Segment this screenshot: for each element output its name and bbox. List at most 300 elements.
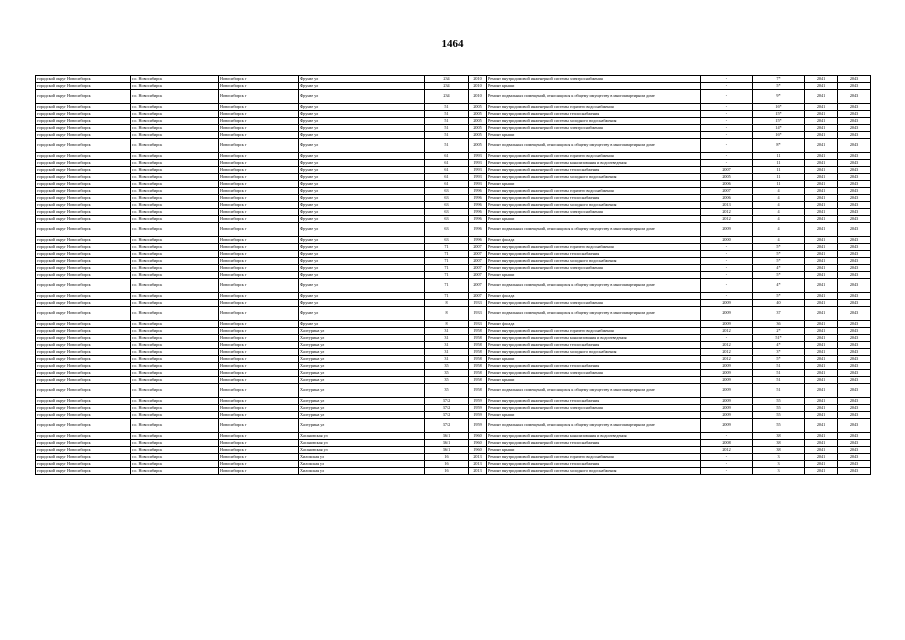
town-cell: Новосибирск г xyxy=(219,132,299,139)
last-repair-year-cell: - xyxy=(701,293,753,300)
town-cell: Новосибирск г xyxy=(219,335,299,342)
period-start-cell: 2041 xyxy=(805,244,838,251)
last-repair-year-cell: - xyxy=(701,132,753,139)
table-row xyxy=(36,363,871,370)
build-year-cell: 2005 xyxy=(469,104,487,111)
wear-cell: 8* xyxy=(753,139,805,153)
municipal-area-cell: городской округ Новосибирск xyxy=(36,461,131,468)
table-row xyxy=(36,118,871,125)
last-repair-year-cell: - xyxy=(701,139,753,153)
table-row xyxy=(36,181,871,188)
town-cell: Новосибирск г xyxy=(219,328,299,335)
settlement-cell: г.о. Новосибирск xyxy=(131,258,219,265)
town-cell: Новосибирск г xyxy=(219,468,299,475)
table-row xyxy=(36,279,871,293)
build-year-cell: 2007 xyxy=(469,272,487,279)
build-year-cell: 2005 xyxy=(469,111,487,118)
work-type-cell: Ремонт внутридомовой инженерной системы холодного водоснабжения xyxy=(487,202,701,209)
house-number-cell: 51 xyxy=(425,139,469,153)
settlement-cell: г.о. Новосибирск xyxy=(131,447,219,454)
period-end-cell: 2043 xyxy=(838,83,871,90)
street-cell: Фрунзе ул xyxy=(299,139,425,153)
settlement-cell: г.о. Новосибирск xyxy=(131,181,219,188)
page-number: 1464 xyxy=(441,38,464,50)
period-end-cell: 2043 xyxy=(838,412,871,419)
street-cell: Халтурина ул xyxy=(299,342,425,349)
municipal-area-cell: городской округ Новосибирск xyxy=(36,195,131,202)
settlement-cell: г.о. Новосибирск xyxy=(131,356,219,363)
work-type-cell: Ремонт внутридомовой инженерной системы холодного водоснабжения xyxy=(487,468,701,475)
municipal-area-cell: городской округ Новосибирск xyxy=(36,279,131,293)
house-number-cell: 31 xyxy=(425,328,469,335)
table-body xyxy=(36,76,871,475)
settlement-cell: г.о. Новосибирск xyxy=(131,307,219,321)
settlement-cell: г.о. Новосибирск xyxy=(131,251,219,258)
town-cell: Новосибирск г xyxy=(219,405,299,412)
town-cell: Новосибирск г xyxy=(219,202,299,209)
street-cell: Фрунзе ул xyxy=(299,90,425,104)
period-end-cell: 2043 xyxy=(838,139,871,153)
wear-cell: 55 xyxy=(753,419,805,433)
wear-cell: 11 xyxy=(753,167,805,174)
settlement-cell: г.о. Новосибирск xyxy=(131,90,219,104)
table-row xyxy=(36,104,871,111)
municipal-area-cell: городской округ Новосибирск xyxy=(36,272,131,279)
municipal-area-cell: городской округ Новосибирск xyxy=(36,167,131,174)
period-start-cell: 2041 xyxy=(805,167,838,174)
period-start-cell: 2041 xyxy=(805,356,838,363)
municipal-area-cell: городской округ Новосибирск xyxy=(36,188,131,195)
last-repair-year-cell: 2013 xyxy=(701,202,753,209)
work-type-cell: Ремонт внутридомовой инженерной системы горячего водоснабжения xyxy=(487,188,701,195)
wear-cell: 15* xyxy=(753,118,805,125)
work-type-cell: Ремонт внутридомовой инженерной системы горячего водоснабжения xyxy=(487,153,701,160)
town-cell: Новосибирск г xyxy=(219,384,299,398)
town-cell: Новосибирск г xyxy=(219,265,299,272)
work-type-cell: Ремонт внутридомовой инженерной системы теплоснабжения xyxy=(487,195,701,202)
work-type-cell: Ремонт внутридомовой инженерной системы электроснабжения xyxy=(487,300,701,307)
wear-cell: 51 xyxy=(753,370,805,377)
house-number-cell: 8 xyxy=(425,321,469,328)
street-cell: Халтурина ул xyxy=(299,356,425,363)
period-end-cell: 2043 xyxy=(838,251,871,258)
settlement-cell: г.о. Новосибирск xyxy=(131,195,219,202)
work-type-cell: Ремонт крыши xyxy=(487,181,701,188)
work-type-cell: Ремонт внутридомовой инженерной системы электроснабжения xyxy=(487,405,701,412)
period-end-cell: 2043 xyxy=(838,132,871,139)
municipal-area-cell: городской округ Новосибирск xyxy=(36,412,131,419)
table-row xyxy=(36,440,871,447)
house-number-cell: 61 xyxy=(425,153,469,160)
table-row xyxy=(36,307,871,321)
table-row xyxy=(36,90,871,104)
town-cell: Новосибирск г xyxy=(219,139,299,153)
build-year-cell: 1996 xyxy=(469,202,487,209)
municipal-area-cell: городской округ Новосибирск xyxy=(36,377,131,384)
period-start-cell: 2041 xyxy=(805,153,838,160)
street-cell: Хасановская ул xyxy=(299,433,425,440)
municipal-area-cell: городской округ Новосибирск xyxy=(36,349,131,356)
house-number-cell: 16 xyxy=(425,461,469,468)
period-end-cell: 2043 xyxy=(838,167,871,174)
table-row xyxy=(36,125,871,132)
municipal-area-cell: городской округ Новосибирск xyxy=(36,83,131,90)
last-repair-year-cell: 2009 xyxy=(701,300,753,307)
street-cell: Фрунзе ул xyxy=(299,209,425,216)
work-type-cell: Ремонт фасада xyxy=(487,293,701,300)
last-repair-year-cell: - xyxy=(701,125,753,132)
town-cell: Новосибирск г xyxy=(219,279,299,293)
wear-cell: 3* xyxy=(753,349,805,356)
period-end-cell: 2043 xyxy=(838,118,871,125)
build-year-cell: 2005 xyxy=(469,132,487,139)
build-year-cell: 2010 xyxy=(469,76,487,83)
work-type-cell: Ремонт внутридомовой инженерной системы холодного водоснабжения xyxy=(487,118,701,125)
municipal-area-cell: городской округ Новосибирск xyxy=(36,265,131,272)
table-row xyxy=(36,321,871,328)
street-cell: Халтурина ул xyxy=(299,328,425,335)
wear-cell: 2* xyxy=(753,328,805,335)
period-end-cell: 2043 xyxy=(838,174,871,181)
period-end-cell: 2043 xyxy=(838,370,871,377)
period-start-cell: 2041 xyxy=(805,111,838,118)
table-row xyxy=(36,370,871,377)
period-start-cell: 2041 xyxy=(805,118,838,125)
table-row xyxy=(36,167,871,174)
house-number-cell: 61 xyxy=(425,167,469,174)
build-year-cell: 1960 xyxy=(469,440,487,447)
table-row xyxy=(36,447,871,454)
table-row xyxy=(36,153,871,160)
table-row xyxy=(36,188,871,195)
table-row xyxy=(36,244,871,251)
wear-cell: 4* xyxy=(753,342,805,349)
table-row xyxy=(36,76,871,83)
work-type-cell: Ремонт внутридомовой инженерной системы канализования и водоотведения xyxy=(487,433,701,440)
town-cell: Новосибирск г xyxy=(219,440,299,447)
street-cell: Фрунзе ул xyxy=(299,111,425,118)
wear-cell: 11 xyxy=(753,181,805,188)
settlement-cell: г.о. Новосибирск xyxy=(131,174,219,181)
work-type-cell: Ремонт внутридомовой инженерной системы теплоснабжения xyxy=(487,440,701,447)
last-repair-year-cell: 2012 xyxy=(701,349,753,356)
last-repair-year-cell: 2009 xyxy=(701,321,753,328)
work-type-cell: Ремонт внутридомовой инженерной системы теплоснабжения xyxy=(487,342,701,349)
table-row xyxy=(36,209,871,216)
municipal-area-cell: городской округ Новосибирск xyxy=(36,118,131,125)
period-start-cell: 2041 xyxy=(805,447,838,454)
house-number-cell: 31 xyxy=(425,342,469,349)
period-start-cell: 2041 xyxy=(805,335,838,342)
period-start-cell: 2041 xyxy=(805,174,838,181)
last-repair-year-cell: - xyxy=(701,160,753,167)
house-number-cell: 63 xyxy=(425,195,469,202)
town-cell: Новосибирск г xyxy=(219,293,299,300)
wear-cell: 51 xyxy=(753,384,805,398)
house-number-cell: 37/2 xyxy=(425,419,469,433)
last-repair-year-cell: - xyxy=(701,244,753,251)
town-cell: Новосибирск г xyxy=(219,125,299,132)
town-cell: Новосибирск г xyxy=(219,188,299,195)
period-end-cell: 2043 xyxy=(838,468,871,475)
period-start-cell: 2041 xyxy=(805,433,838,440)
wear-cell: 4 xyxy=(753,202,805,209)
settlement-cell: г.о. Новосибирск xyxy=(131,272,219,279)
last-repair-year-cell: 2000 xyxy=(701,237,753,244)
municipal-area-cell: городской округ Новосибирск xyxy=(36,202,131,209)
period-start-cell: 2041 xyxy=(805,209,838,216)
street-cell: Фрунзе ул xyxy=(299,174,425,181)
house-number-cell: 16 xyxy=(425,468,469,475)
table-row xyxy=(36,412,871,419)
street-cell: Фрунзе ул xyxy=(299,244,425,251)
build-year-cell: 2007 xyxy=(469,293,487,300)
build-year-cell: 2005 xyxy=(469,125,487,132)
town-cell: Новосибирск г xyxy=(219,160,299,167)
work-type-cell: Ремонт внутридомовой инженерной системы горячего водоснабжения xyxy=(487,454,701,461)
last-repair-year-cell: 2009 xyxy=(701,363,753,370)
settlement-cell: г.о. Новосибирск xyxy=(131,335,219,342)
town-cell: Новосибирск г xyxy=(219,167,299,174)
street-cell: Фрунзе ул xyxy=(299,153,425,160)
street-cell: Фрунзе ул xyxy=(299,104,425,111)
wear-cell: 51 xyxy=(753,363,805,370)
last-repair-year-cell: - xyxy=(701,433,753,440)
wear-cell: 5* xyxy=(753,356,805,363)
table-row xyxy=(36,202,871,209)
period-start-cell: 2041 xyxy=(805,125,838,132)
build-year-cell: 1960 xyxy=(469,447,487,454)
table-row xyxy=(36,384,871,398)
period-end-cell: 2043 xyxy=(838,293,871,300)
last-repair-year-cell: 2012 xyxy=(701,216,753,223)
period-end-cell: 2043 xyxy=(838,398,871,405)
period-end-cell: 2043 xyxy=(838,342,871,349)
settlement-cell: г.о. Новосибирск xyxy=(131,237,219,244)
street-cell: Хилокская ул xyxy=(299,454,425,461)
period-end-cell: 2043 xyxy=(838,335,871,342)
wear-cell: 11 xyxy=(753,160,805,167)
municipal-area-cell: городской округ Новосибирск xyxy=(36,321,131,328)
settlement-cell: г.о. Новосибирск xyxy=(131,300,219,307)
period-end-cell: 2043 xyxy=(838,125,871,132)
build-year-cell: 1958 xyxy=(469,384,487,398)
period-end-cell: 2043 xyxy=(838,258,871,265)
house-number-cell: 61 xyxy=(425,181,469,188)
house-number-cell: 61 xyxy=(425,160,469,167)
house-number-cell: 71 xyxy=(425,279,469,293)
period-end-cell: 2043 xyxy=(838,244,871,251)
period-end-cell: 2043 xyxy=(838,111,871,118)
municipal-area-cell: городской округ Новосибирск xyxy=(36,384,131,398)
build-year-cell: 2005 xyxy=(469,118,487,125)
last-repair-year-cell: 2009 xyxy=(701,419,753,433)
build-year-cell: 1993 xyxy=(469,174,487,181)
town-cell: Новосибирск г xyxy=(219,461,299,468)
work-type-cell: Ремонт внутридомовой инженерной системы теплоснабжения xyxy=(487,398,701,405)
period-start-cell: 2041 xyxy=(805,349,838,356)
wear-cell: 37 xyxy=(753,307,805,321)
table-row xyxy=(36,216,871,223)
period-end-cell: 2043 xyxy=(838,307,871,321)
period-end-cell: 2043 xyxy=(838,405,871,412)
last-repair-year-cell: - xyxy=(701,265,753,272)
table-row xyxy=(36,468,871,475)
period-start-cell: 2041 xyxy=(805,104,838,111)
period-start-cell: 2041 xyxy=(805,419,838,433)
work-type-cell: Ремонт крыши xyxy=(487,132,701,139)
period-end-cell: 2043 xyxy=(838,279,871,293)
wear-cell: 38 xyxy=(753,440,805,447)
municipal-area-cell: городской округ Новосибирск xyxy=(36,132,131,139)
street-cell: Халтурина ул xyxy=(299,398,425,405)
period-start-cell: 2041 xyxy=(805,321,838,328)
town-cell: Новосибирск г xyxy=(219,153,299,160)
build-year-cell: 1996 xyxy=(469,188,487,195)
work-type-cell: Ремонт внутридомовой инженерной системы холодного водоснабжения xyxy=(487,258,701,265)
settlement-cell: г.о. Новосибирск xyxy=(131,223,219,237)
street-cell: Халтурина ул xyxy=(299,335,425,342)
build-year-cell: 2007 xyxy=(469,258,487,265)
period-start-cell: 2041 xyxy=(805,342,838,349)
period-start-cell: 2041 xyxy=(805,195,838,202)
house-number-cell: 63 xyxy=(425,223,469,237)
wear-cell: 11 xyxy=(753,174,805,181)
work-type-cell: Ремонт внутридомовой инженерной системы электроснабжения xyxy=(487,370,701,377)
build-year-cell: 1959 xyxy=(469,412,487,419)
municipal-area-cell: городской округ Новосибирск xyxy=(36,209,131,216)
house-number-cell: 234 xyxy=(425,83,469,90)
wear-cell: 5* xyxy=(753,251,805,258)
town-cell: Новосибирск г xyxy=(219,433,299,440)
town-cell: Новосибирск г xyxy=(219,90,299,104)
house-number-cell: 63 xyxy=(425,216,469,223)
municipal-area-cell: городской округ Новосибирск xyxy=(36,447,131,454)
last-repair-year-cell: - xyxy=(701,272,753,279)
period-end-cell: 2043 xyxy=(838,377,871,384)
build-year-cell: 2010 xyxy=(469,83,487,90)
house-number-cell: 8 xyxy=(425,300,469,307)
last-repair-year-cell: 2009 xyxy=(701,370,753,377)
settlement-cell: г.о. Новосибирск xyxy=(131,440,219,447)
municipal-area-cell: городской округ Новосибирск xyxy=(36,398,131,405)
municipal-area-cell: городской округ Новосибирск xyxy=(36,244,131,251)
last-repair-year-cell: 2012 xyxy=(701,447,753,454)
municipal-area-cell: городской округ Новосибирск xyxy=(36,370,131,377)
town-cell: Новосибирск г xyxy=(219,363,299,370)
table-row xyxy=(36,251,871,258)
period-start-cell: 2041 xyxy=(805,461,838,468)
settlement-cell: г.о. Новосибирск xyxy=(131,419,219,433)
settlement-cell: г.о. Новосибирск xyxy=(131,377,219,384)
town-cell: Новосибирск г xyxy=(219,258,299,265)
street-cell: Фрунзе ул xyxy=(299,300,425,307)
work-type-cell: Ремонт крыши xyxy=(487,356,701,363)
period-start-cell: 2041 xyxy=(805,384,838,398)
town-cell: Новосибирск г xyxy=(219,307,299,321)
street-cell: Фрунзе ул xyxy=(299,167,425,174)
municipal-area-cell: городской округ Новосибирск xyxy=(36,125,131,132)
build-year-cell: 1958 xyxy=(469,349,487,356)
street-cell: Фрунзе ул xyxy=(299,321,425,328)
municipal-area-cell: городской округ Новосибирск xyxy=(36,342,131,349)
period-start-cell: 2041 xyxy=(805,377,838,384)
house-number-cell: 35 xyxy=(425,370,469,377)
build-year-cell: 1959 xyxy=(469,405,487,412)
town-cell: Новосибирск г xyxy=(219,321,299,328)
town-cell: Новосибирск г xyxy=(219,412,299,419)
work-type-cell: Ремонт подвальных помещений, относящихся к общему имуществу в многоквартирном доме xyxy=(487,223,701,237)
municipal-area-cell: городской округ Новосибирск xyxy=(36,223,131,237)
build-year-cell: 1993 xyxy=(469,153,487,160)
street-cell: Фрунзе ул xyxy=(299,272,425,279)
municipal-area-cell: городской округ Новосибирск xyxy=(36,76,131,83)
table-row xyxy=(36,293,871,300)
municipal-area-cell: городской округ Новосибирск xyxy=(36,454,131,461)
town-cell: Новосибирск г xyxy=(219,356,299,363)
house-number-cell: 71 xyxy=(425,251,469,258)
settlement-cell: г.о. Новосибирск xyxy=(131,209,219,216)
town-cell: Новосибирск г xyxy=(219,244,299,251)
period-end-cell: 2043 xyxy=(838,265,871,272)
municipal-area-cell: городской округ Новосибирск xyxy=(36,90,131,104)
work-type-cell: Ремонт внутридомовой инженерной системы теплоснабжения xyxy=(487,167,701,174)
build-year-cell: 1993 xyxy=(469,167,487,174)
settlement-cell: г.о. Новосибирск xyxy=(131,412,219,419)
street-cell: Фрунзе ул xyxy=(299,188,425,195)
house-number-cell: 71 xyxy=(425,272,469,279)
build-year-cell: 2005 xyxy=(469,139,487,153)
build-year-cell: 1996 xyxy=(469,237,487,244)
wear-cell: 11 xyxy=(753,153,805,160)
period-end-cell: 2043 xyxy=(838,419,871,433)
settlement-cell: г.о. Новосибирск xyxy=(131,244,219,251)
period-start-cell: 2041 xyxy=(805,76,838,83)
house-number-cell: 35 xyxy=(425,384,469,398)
town-cell: Новосибирск г xyxy=(219,223,299,237)
last-repair-year-cell: 2008 xyxy=(701,440,753,447)
settlement-cell: г.о. Новосибирск xyxy=(131,370,219,377)
house-number-cell: 71 xyxy=(425,293,469,300)
street-cell: Хилокская ул xyxy=(299,461,425,468)
street-cell: Фрунзе ул xyxy=(299,279,425,293)
municipal-area-cell: городской округ Новосибирск xyxy=(36,293,131,300)
municipal-area-cell: городской округ Новосибирск xyxy=(36,153,131,160)
last-repair-year-cell: 2012 xyxy=(701,356,753,363)
town-cell: Новосибирск г xyxy=(219,209,299,216)
period-start-cell: 2041 xyxy=(805,188,838,195)
settlement-cell: г.о. Новосибирск xyxy=(131,468,219,475)
street-cell: Хасановская ул xyxy=(299,440,425,447)
work-type-cell: Ремонт внутридомовой инженерной системы горячего водоснабжения xyxy=(487,244,701,251)
last-repair-year-cell: - xyxy=(701,90,753,104)
build-year-cell: 2007 xyxy=(469,265,487,272)
wear-cell: 36 xyxy=(753,321,805,328)
period-start-cell: 2041 xyxy=(805,160,838,167)
wear-cell: 55 xyxy=(753,412,805,419)
wear-cell: 38 xyxy=(753,447,805,454)
settlement-cell: г.о. Новосибирск xyxy=(131,188,219,195)
town-cell: Новосибирск г xyxy=(219,447,299,454)
period-end-cell: 2043 xyxy=(838,216,871,223)
period-start-cell: 2041 xyxy=(805,307,838,321)
work-type-cell: Ремонт внутридомовой инженерной системы теплоснабжения xyxy=(487,363,701,370)
settlement-cell: г.о. Новосибирск xyxy=(131,328,219,335)
settlement-cell: г.о. Новосибирск xyxy=(131,104,219,111)
wear-cell: 38 xyxy=(753,433,805,440)
build-year-cell: 1993 xyxy=(469,181,487,188)
period-end-cell: 2043 xyxy=(838,272,871,279)
